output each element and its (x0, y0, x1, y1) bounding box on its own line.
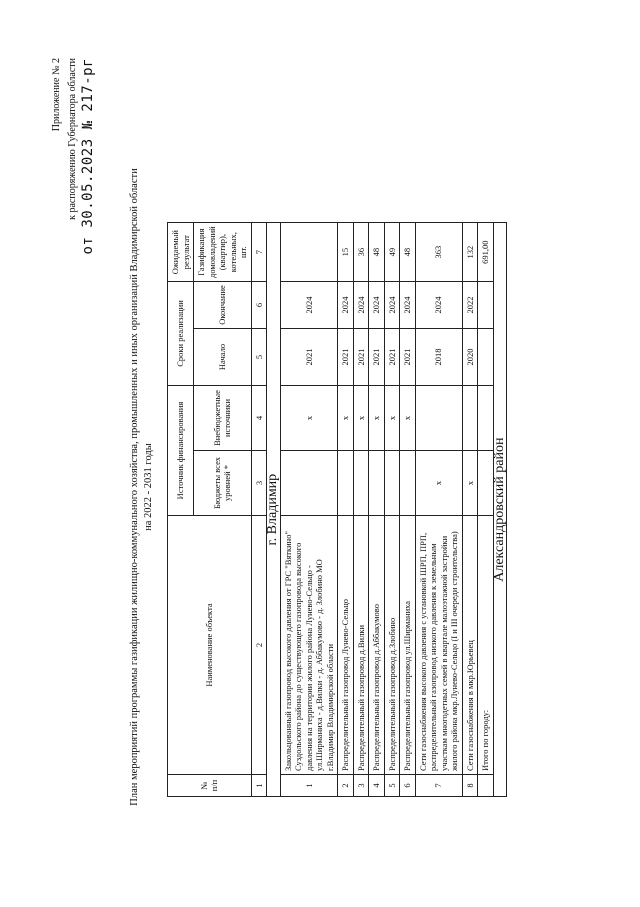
row-end: 2024 (338, 282, 354, 329)
row-extra: х (338, 386, 354, 451)
row-result: 363 (415, 223, 462, 282)
total-empty (478, 386, 494, 451)
row-name: Сети газоснабжения высокого давления с установкой ШРП, ПРП, распределительный газопровод низкого давления к земельным участкам многодетных семей в квартале малоэтажной застройки жилого района мкр.Лунево-Сельцо (I и III очереди строительства) (415, 516, 462, 775)
row-end: 2022 (462, 282, 478, 329)
row-result (280, 223, 338, 282)
total-label: Итого по городу: (478, 516, 494, 775)
row-result: 36 (353, 223, 369, 282)
row-num: 8 (462, 775, 478, 797)
row-num: 1 (280, 775, 338, 797)
row-budget: х (462, 451, 478, 516)
total-num-cell (478, 775, 494, 797)
table-row (338, 223, 354, 797)
row-name: Распределительный газопровод Лунево-Сельцо (338, 516, 354, 775)
row-num: 7 (415, 775, 462, 797)
row-result: 15 (338, 223, 354, 282)
row-name: Распределительный газопровод д.Вилки (353, 516, 369, 775)
row-start: 2021 (280, 329, 338, 386)
col-number: 4 (251, 386, 267, 451)
header-name: Наименование объекта (168, 516, 252, 775)
row-budget (353, 451, 369, 516)
total-empty (478, 282, 494, 329)
header-num: № п/п (168, 775, 252, 797)
row-num: 4 (369, 775, 385, 797)
row-name: Закольцованный газопровод высокого давления от ГРС "Вяткино" Суздольского района до существующего газопровода высокого давления на территории жилого района Лунево-Сельцо - ул.Ширманиха - д.Вилки - д. Аббакумово - д. Злобино МО г.Владимир Владимирской области (280, 516, 338, 775)
city-row (267, 223, 281, 797)
row-name: Распределительный газопровод ул.Ширманиха (400, 516, 416, 775)
district-row (493, 223, 507, 797)
row-name: Распределительный газопровод д.Злобино (384, 516, 400, 775)
row-budget (280, 451, 338, 516)
table-row (353, 223, 369, 797)
row-budget (384, 451, 400, 516)
header-budget: Бюджеты всех уровней * (194, 451, 252, 516)
header-funding: Источник финансирования (168, 386, 194, 516)
row-end: 2024 (369, 282, 385, 329)
row-start: 2021 (400, 329, 416, 386)
row-end: 2024 (400, 282, 416, 329)
table-row (384, 223, 400, 797)
col-number: 3 (251, 451, 267, 516)
row-start: 2021 (369, 329, 385, 386)
table-row (280, 223, 338, 797)
row-budget (369, 451, 385, 516)
title-line-2: на 2022 - 2031 годы (143, 443, 154, 531)
row-num: 2 (338, 775, 354, 797)
row-start: 2021 (384, 329, 400, 386)
row-extra: х (400, 386, 416, 451)
row-end: 2024 (353, 282, 369, 329)
header-result: Ожидаемый результат (168, 223, 194, 282)
row-end: 2024 (280, 282, 338, 329)
row-budget: х (415, 451, 462, 516)
order-date-number (80, 58, 97, 254)
row-extra: х (280, 386, 338, 451)
row-num: 6 (400, 775, 416, 797)
row-extra (415, 386, 462, 451)
table-row (369, 223, 385, 797)
col-number: 1 (251, 775, 267, 797)
col-number: 6 (251, 282, 267, 329)
row-start: 2018 (415, 329, 462, 386)
row-budget (400, 451, 416, 516)
row-budget (338, 451, 354, 516)
row-result: 132 (462, 223, 478, 282)
row-result: 49 (384, 223, 400, 282)
table-row (400, 223, 416, 797)
appendix-label: Приложение № 2 (51, 58, 62, 132)
header-start: Начало (194, 329, 252, 386)
row-result: 48 (369, 223, 385, 282)
row-extra: х (353, 386, 369, 451)
row-num: 5 (384, 775, 400, 797)
total-value: 691,00 (478, 223, 494, 282)
row-start: 2021 (338, 329, 354, 386)
header-terms: Сроки реализации (168, 282, 194, 386)
city-name: г. Владимир (267, 223, 281, 797)
col-number: 7 (251, 223, 267, 282)
row-result: 48 (400, 223, 416, 282)
row-start: 2021 (353, 329, 369, 386)
plan-table (167, 222, 507, 797)
total-row (478, 223, 494, 797)
total-empty (478, 451, 494, 516)
row-extra: х (384, 386, 400, 451)
district-name: Александровский район (493, 223, 507, 797)
row-name: Сети газоснабжения в мкр.Юрьевец (462, 516, 478, 775)
col-number: 2 (251, 516, 267, 775)
row-start: 2020 (462, 329, 478, 386)
row-extra: х (369, 386, 385, 451)
table-row (462, 223, 478, 797)
total-empty (478, 329, 494, 386)
row-num: 3 (353, 775, 369, 797)
row-extra (462, 386, 478, 451)
header-result-sub: Газификация домовладений (квартир), котельных, шт. (194, 223, 252, 282)
col-number: 5 (251, 329, 267, 386)
header-extra: Внебюджетные источники (194, 386, 252, 451)
order-reference: к распоряжению Губернатора области (67, 58, 78, 220)
row-end: 2024 (384, 282, 400, 329)
table-row (415, 223, 462, 797)
title-line-1: План мероприятий программы газификации жилищно-коммунального хозяйства, промышленных и иных организаций Владимирской области (129, 168, 140, 806)
row-name: Распределительный газопровод д.Аббакумово (369, 516, 385, 775)
row-end: 2024 (415, 282, 462, 329)
header-end: Окончание (194, 282, 252, 329)
document-title (128, 147, 156, 827)
order-date-number-text: от 30.05.2023 № 217-рг (80, 58, 96, 255)
